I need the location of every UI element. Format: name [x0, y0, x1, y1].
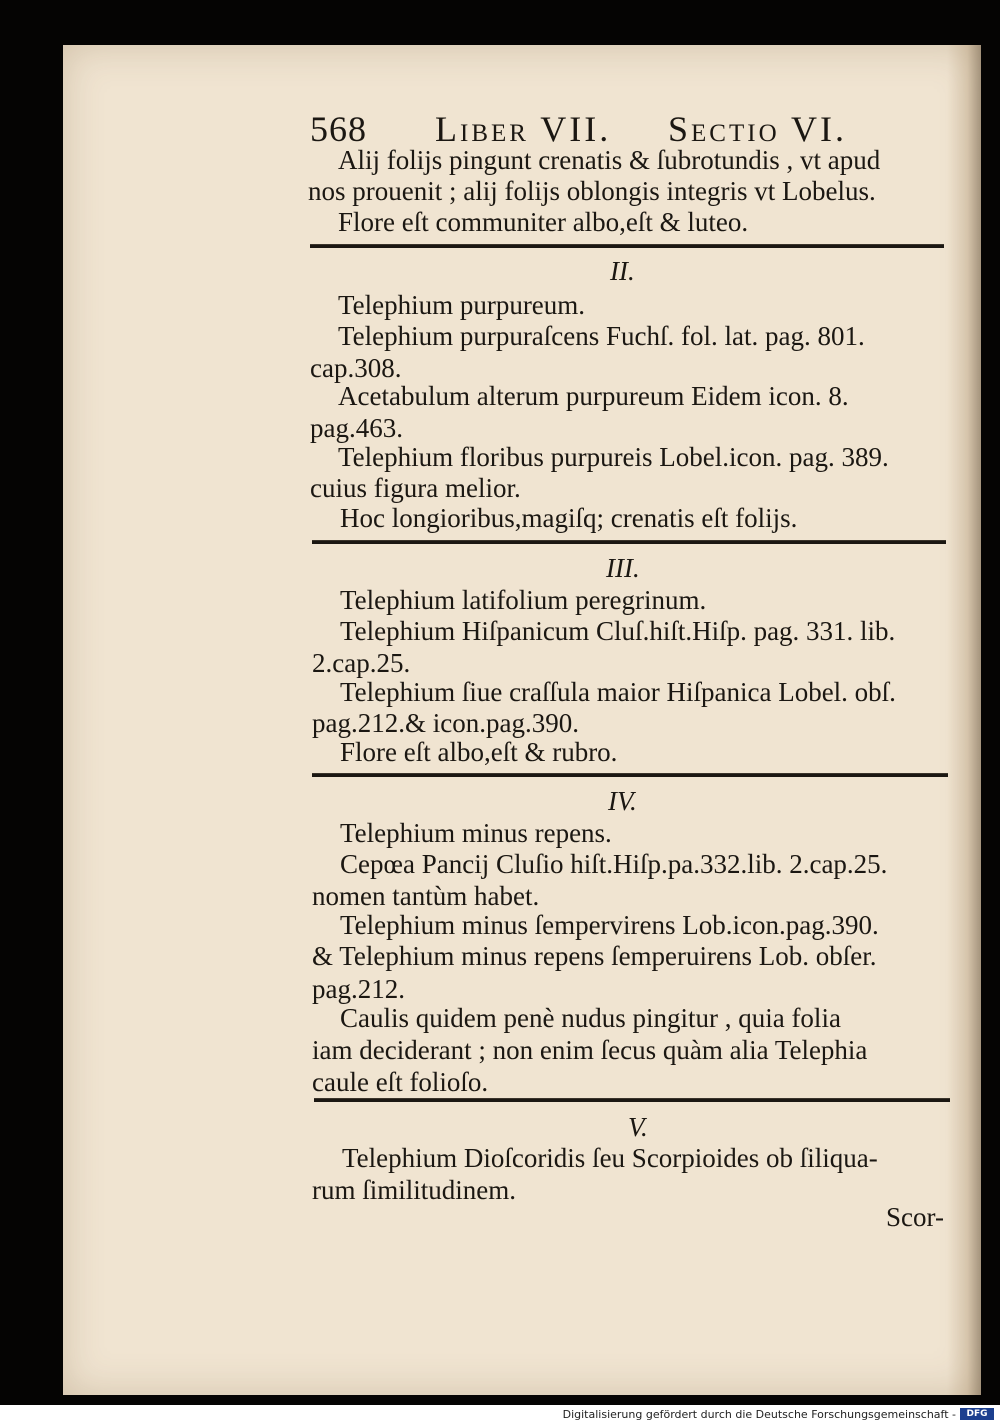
entry-line: rum ſimilitudinem. — [312, 1175, 516, 1205]
entry-line: Telephium purpuraſcens Fuchſ. fol. lat. pag. 801. — [338, 321, 865, 351]
entry-line: Flore eſt albo,eſt & rubro. — [340, 737, 618, 767]
section-divider — [312, 773, 948, 777]
entry-line: cuius figura melior. — [310, 473, 521, 503]
entry-line: Telephium purpureum. — [338, 290, 586, 320]
footer-credit: Digitalisierung gefördert durch die Deutsche Forschungsgemeinschaft - — [562, 1408, 956, 1421]
entry-line: cap.308. — [310, 353, 402, 383]
intro-line: Alij folijs pingunt crenatis & ſubrotundis , vt apud — [338, 145, 881, 175]
dfg-logo: DFG — [960, 1408, 994, 1420]
entry-line: caule eſt folioſo. — [312, 1067, 489, 1097]
entry-line: 2.cap.25. — [312, 648, 411, 678]
catchword: Scor- — [886, 1202, 944, 1232]
entry-line: Cepœa Pancij Cluſio hiſt.Hiſp.pa.332.lib. 2.cap.25. — [340, 849, 888, 879]
entry-line: Telephium minus repens. — [340, 818, 612, 848]
footer-bar — [0, 1405, 1000, 1423]
entry-line: Hoc longioribus,magiſq; crenatis eſt folijs. — [340, 503, 798, 533]
entry-line: pag.463. — [310, 413, 403, 443]
section-divider — [312, 540, 946, 544]
entry-line: iam deciderant ; non enim ſecus quàm alia Telephia — [312, 1035, 868, 1065]
section-numeral: III. — [606, 553, 640, 583]
section-numeral: IV. — [608, 786, 637, 816]
page-number: 568 — [310, 109, 367, 149]
entry-line: Telephium minus ſempervirens Lob.icon.pag.390. — [340, 910, 879, 940]
section-divider — [310, 244, 944, 248]
page-edge-shadow — [947, 45, 981, 1395]
entry-line: Telephium Hiſpanicum Cluſ.hiſt.Hiſp. pag. 331. lib. — [340, 616, 896, 646]
section-numeral: II. — [610, 256, 635, 286]
intro-line: nos prouenit ; alij folijs oblongis integris vt Lobelus. — [308, 176, 876, 206]
entry-line: Telephium latifolium peregrinum. — [340, 585, 707, 615]
entry-line: Telephium floribus purpureis Lobel.icon. pag. 389. — [338, 442, 889, 472]
entry-line: nomen tantùm habet. — [312, 881, 540, 911]
entry-line: Telephium ſiue craſſula maior Hiſpanica Lobel. obſ. — [340, 677, 896, 707]
running-head-liber: Liber VII. — [435, 109, 612, 149]
entry-line: Caulis quidem penè nudus pingitur , quia folia — [340, 1003, 841, 1033]
entry-line: Telephium Dioſcoridis ſeu Scorpioides ob ſiliqua- — [342, 1143, 878, 1173]
section-divider — [314, 1098, 950, 1102]
entry-line: & Telephium minus repens ſemperuirens Lob. obſer. — [312, 941, 877, 971]
entry-line: pag.212.& icon.pag.390. — [312, 708, 579, 738]
intro-line: Flore eſt communiter albo,eſt & luteo. — [338, 207, 749, 237]
entry-line: pag.212. — [312, 974, 405, 1004]
section-numeral: V. — [628, 1112, 648, 1142]
entry-line: Acetabulum alterum purpureum Eidem icon. 8. — [338, 381, 849, 411]
running-head-sectio: Sectio VI. — [668, 109, 847, 149]
